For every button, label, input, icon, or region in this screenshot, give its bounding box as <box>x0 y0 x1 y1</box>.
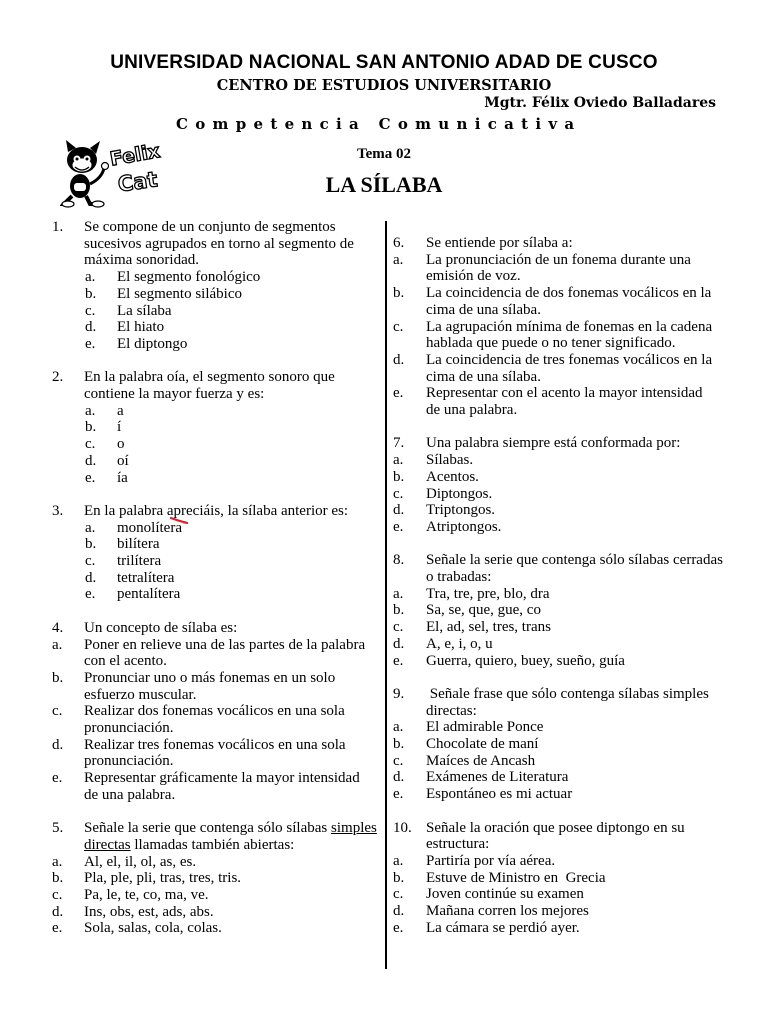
option-text: La cámara se perdió ayer. <box>426 919 580 936</box>
option-letter: d. <box>52 903 64 920</box>
author-name: Mgtr. Félix Oviedo Balladares <box>484 95 716 111</box>
option-text: o <box>117 436 125 453</box>
option-text: Partiría por vía aérea. <box>426 852 556 869</box>
option-letter: e. <box>85 586 96 603</box>
option-letter: c. <box>52 703 63 720</box>
option-text: Tra, tre, pre, blo, dra <box>426 585 550 602</box>
svg-text:Cat: Cat <box>116 167 159 197</box>
option-letter: a. <box>393 251 404 268</box>
option-letter: a. <box>393 852 404 869</box>
right-column <box>0 235 726 936</box>
option-letter: b. <box>85 536 97 553</box>
option-letter: e. <box>393 652 404 669</box>
svg-text:Felix: Felix <box>108 140 162 171</box>
question-number: 9. <box>393 685 405 702</box>
course-name: Competencia Comunicativa <box>176 115 582 133</box>
question-number: 3. <box>52 502 64 519</box>
question-text: Señale la serie que contenga sólo sílabas cerradas o trabadas: <box>426 552 723 586</box>
question-number: 10. <box>393 819 412 836</box>
option-letter: c. <box>85 553 96 570</box>
option-text: Espontáneo es mi actuar <box>426 786 573 803</box>
topic-label: Tema 02 <box>356 146 412 162</box>
option-letter: c. <box>393 619 404 636</box>
option-letter: b. <box>393 285 405 302</box>
question-number: 1. <box>52 219 64 235</box>
option-text: Mañana corren los mejores <box>426 903 589 920</box>
question-number: 7. <box>393 435 405 452</box>
option-letter: c. <box>85 302 96 319</box>
option-letter: d. <box>393 351 405 368</box>
option-text: í <box>117 419 122 436</box>
question-7 <box>0 435 726 535</box>
option-letter: a. <box>85 519 96 536</box>
option-text: Poner en relieve una de las partes de la palabra con el acento. <box>84 636 366 670</box>
option-letter: b. <box>393 602 405 619</box>
option-letter: c. <box>393 752 404 769</box>
option-text: Diptongos. <box>426 485 493 502</box>
option-text: Sílabas. <box>426 452 474 469</box>
option-text: La sílaba <box>117 302 172 319</box>
option-letter: b. <box>393 736 405 753</box>
option-letter: a. <box>52 853 63 870</box>
question-8 <box>0 552 726 669</box>
option-letter: d. <box>393 903 405 920</box>
option-letter: e. <box>393 518 404 535</box>
question-text: En la palabra apreciáis, la sílaba anterior es: <box>84 502 349 519</box>
option-text: pentalítera <box>117 586 181 603</box>
option-letter: d. <box>393 502 405 519</box>
option-text: Sa, se, que, gue, co <box>426 602 541 619</box>
option-letter: c. <box>52 887 63 904</box>
university-name: UNIVERSIDAD NACIONAL SAN ANTONIO ADAD DE CUSCO <box>110 52 658 73</box>
option-letter: a. <box>393 585 404 602</box>
question-9 <box>0 686 726 803</box>
option-letter: e. <box>52 770 63 787</box>
option-letter: a. <box>85 402 96 419</box>
option-text: Realizar tres fonemas vocálicos en una sola pronunciación. <box>84 736 346 770</box>
option-text: Ins, obs, est, ads, abs. <box>84 903 214 920</box>
question-6 <box>0 235 726 419</box>
option-letter: e. <box>85 469 96 486</box>
question-text: Un concepto de sílaba es: <box>84 619 238 636</box>
option-text: Realizar dos fonemas vocálicos en una sola pronunciación. <box>84 703 345 737</box>
option-text: Atriptongos. <box>426 518 502 535</box>
option-text: oí <box>117 452 129 469</box>
option-text: Guerra, quiero, buey, sueño, guía <box>426 652 625 669</box>
option-letter: a. <box>52 636 63 653</box>
felix-cat-logo <box>60 138 170 208</box>
option-letter: c. <box>393 318 404 335</box>
option-text: Estuve de Ministro en Grecia <box>426 869 606 886</box>
option-text: Sola, salas, cola, colas. <box>84 920 222 937</box>
option-letter: d. <box>393 769 405 786</box>
option-letter: a. <box>393 452 404 469</box>
question-number: 6. <box>393 235 405 251</box>
question-10 <box>0 820 726 937</box>
question-text: Se entiende por sílaba a: <box>426 235 573 251</box>
option-letter: e. <box>393 385 404 402</box>
option-text: Representar con el acento la mayor intensidad de una palabra. <box>426 385 703 419</box>
question-number: 8. <box>393 552 405 569</box>
option-text: Maíces de Ancash <box>426 752 536 769</box>
option-text: El hiato <box>117 319 165 336</box>
option-letter: d. <box>52 736 64 753</box>
option-letter: a. <box>393 719 404 736</box>
option-text: Al, el, il, ol, as, es. <box>84 853 197 870</box>
option-letter: b. <box>393 468 405 485</box>
question-text-part: Señale la serie que contenga sólo sílabas <box>84 820 332 837</box>
option-text: El segmento silábico <box>117 285 242 302</box>
question-text-part: llamadas también abiertas: <box>130 836 295 853</box>
option-text: La agrupación mínima de fonemas en la cadena hablada que puede o no tener significado. <box>426 318 713 352</box>
option-letter: b. <box>393 869 405 886</box>
option-text: Pa, le, te, co, ma, ve. <box>84 887 209 904</box>
question-text: Señale frase que sólo contenga sílabas simples directas: <box>426 685 713 719</box>
center-name: CENTRO DE ESTUDIOS UNIVERSITARIO <box>216 77 552 94</box>
question-number: 2. <box>52 369 64 386</box>
question-text: Señale la oración que posee diptongo en su estructura: <box>426 819 685 853</box>
question-text: Una palabra siempre está conformada por: <box>426 435 681 452</box>
option-text: La coincidencia de tres fonemas vocálicos en la cima de una sílaba. <box>426 351 713 385</box>
option-text: ía <box>117 469 128 486</box>
option-text: bilítera <box>117 536 160 553</box>
page-title: LA SÍLABA <box>325 172 443 197</box>
option-text: Joven continúe su examen <box>426 886 584 903</box>
option-letter: c. <box>393 485 404 502</box>
option-letter: d. <box>85 452 97 469</box>
option-text: La pronunciación de un fonema durante una emisión de voz. <box>426 251 691 285</box>
option-letter: d. <box>393 635 405 652</box>
option-text: a <box>117 402 124 419</box>
option-letter: d. <box>85 319 97 336</box>
option-text: Pla, ple, pli, tras, tres, tris. <box>84 870 242 887</box>
option-text: Representar gráficamente la mayor intensidad de una palabra. <box>84 770 360 803</box>
option-letter: b. <box>85 285 97 302</box>
option-text: monolítera <box>117 519 182 536</box>
option-text: El segmento fonológico <box>117 269 261 286</box>
option-letter: c. <box>393 886 404 903</box>
option-letter: e. <box>85 335 96 352</box>
question-text: En la palabra oía, el segmento sonoro que contiene la mayor fuerza y es: <box>84 369 335 403</box>
option-letter: e. <box>393 786 404 803</box>
option-letter: a. <box>85 269 96 286</box>
option-text: Chocolate de maní <box>426 736 539 753</box>
option-text: Acentos. <box>426 468 479 485</box>
question-text: Se compone de un conjunto de segmentos sucesivos agrupados en torno al segmento de máxima sonoridad. <box>84 219 354 269</box>
question-number: 5. <box>52 820 64 837</box>
option-text: El admirable Ponce <box>426 719 544 736</box>
option-text: El, ad, sel, tres, trans <box>426 619 551 636</box>
option-letter: c. <box>85 436 96 453</box>
option-text: Pronunciar uno o más fonemas en un solo esfuerzo muscular. <box>84 669 336 703</box>
option-letter: b. <box>52 870 64 887</box>
question-number: 4. <box>52 619 64 636</box>
option-text: La coincidencia de dos fonemas vocálicos en la cima de una sílaba. <box>426 285 712 318</box>
option-text: A, e, i, o, u <box>426 635 493 652</box>
option-letter: e. <box>393 919 404 936</box>
option-letter: e. <box>52 920 63 937</box>
option-letter: b. <box>85 419 97 436</box>
option-text: El diptongo <box>117 335 188 352</box>
option-letter: d. <box>85 569 97 586</box>
option-letter: b. <box>52 669 64 686</box>
option-text: tetralítera <box>117 569 175 586</box>
option-text: Exámenes de Literatura <box>426 769 569 786</box>
option-text: Triptongos. <box>426 502 496 519</box>
option-text: trilítera <box>117 553 162 570</box>
underlined-term: simples directas <box>84 820 377 853</box>
